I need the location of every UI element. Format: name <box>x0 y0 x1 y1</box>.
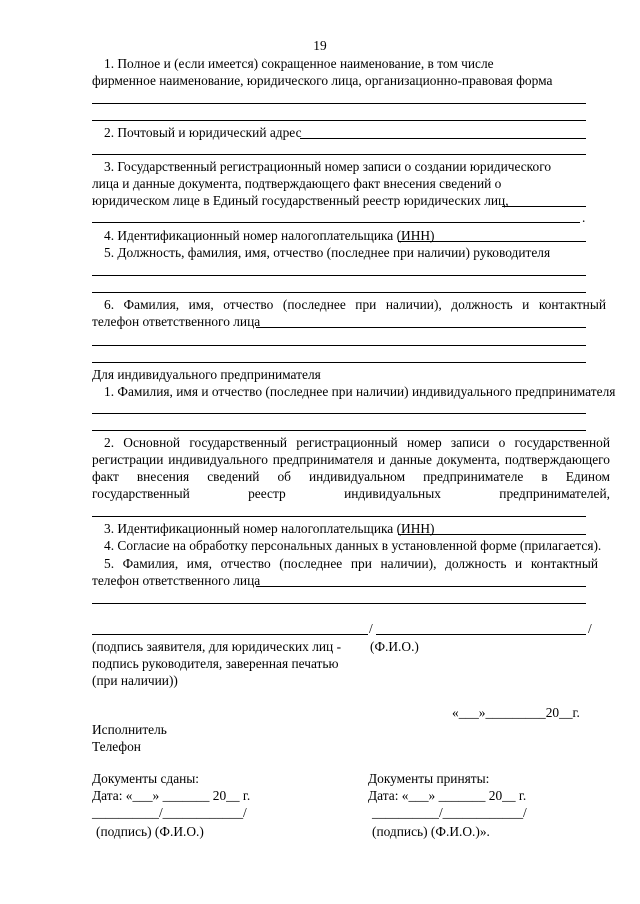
entrepreneur-item5-fill-line-1 <box>256 586 586 587</box>
legal-item3-fill-line-1 <box>502 206 586 207</box>
executor-phone-label: Телефон <box>92 739 141 754</box>
submitted-caption: (подпись) (Ф.И.О.) <box>96 824 204 839</box>
applicant-caption-line1: (подпись заявителя, для юридических лиц - <box>92 639 342 654</box>
legal-item3-line3: юридическом лице в Единый государственный реестр юридических лиц, <box>92 193 509 208</box>
accepted-sign-line: __________/____________/ <box>372 805 527 820</box>
entrepreneur-item5-line1: 5. Фамилия, имя, отчество (последнее при наличии), должность и контактный <box>104 556 598 571</box>
accepted-title: Документы приняты: <box>368 771 490 786</box>
legal-item5-fill-line-2 <box>92 292 586 293</box>
accepted-date: Дата: «___» _______ 20__ г. <box>368 788 527 803</box>
entrepreneur-item3-fill-line <box>398 534 586 535</box>
entrepreneur-item5-line2: телефон ответственного лица <box>92 573 261 588</box>
legal-item3-line1: 3. Государственный регистрационный номер записи о создании юридического <box>104 159 552 174</box>
legal-item3-line2: лица и данные документа, подтверждающего факт внесения сведений о <box>92 176 502 191</box>
legal-item1-fill-line-2 <box>92 120 586 121</box>
legal-item1-line2: фирменное наименование, юридического лица, организационно-правовая форма <box>92 73 553 88</box>
entrepreneur-item2-fill-line <box>92 516 586 517</box>
entrepreneur-item3-label: 3. Идентификационный номер налогоплательщика (ИНН) <box>104 521 435 536</box>
executor-label: Исполнитель <box>92 722 167 737</box>
applicant-signature-line <box>92 634 368 635</box>
legal-item6-fill-line-3 <box>92 362 586 363</box>
legal-item5-label: 5. Должность, фамилия, имя, отчество (последнее при наличии) руководителя <box>104 245 551 260</box>
legal-item4-fill-line <box>398 241 586 242</box>
entrepreneur-heading: Для индивидуального предпринимателя <box>92 367 321 382</box>
entrepreneur-item1-label: 1. Фамилия, имя и отчество (последнее при наличии) индивидуального предпринимателя <box>104 384 616 399</box>
legal-item6-fill-line-2 <box>92 345 586 346</box>
legal-item1-fill-line-1 <box>92 103 586 104</box>
legal-item2-label: 2. Почтовый и юридический адрес <box>104 125 302 140</box>
entrepreneur-item1-fill-line-2 <box>92 430 586 431</box>
entrepreneur-item2-line2: регистрации индивидуального предпринимателя и данные документа, подтверждающего <box>92 452 610 467</box>
accepted-caption: (подпись) (Ф.И.О.)». <box>372 824 490 839</box>
legal-item1-line1: 1. Полное и (если имеется) сокращенное наименование, в том числе <box>104 56 494 71</box>
legal-item3-fill-line-2 <box>92 222 580 223</box>
fio-caption: (Ф.И.О.) <box>370 639 419 654</box>
fio-signature-line <box>376 634 586 635</box>
date-line: «___»_________20__г. <box>452 705 580 720</box>
legal-item5-fill-line-1 <box>92 275 586 276</box>
submitted-date: Дата: «___» _______ 20__ г. <box>92 788 251 803</box>
signature-end-slash: / <box>588 621 592 636</box>
legal-item6-line1: 6. Фамилия, имя, отчество (последнее при наличии), должность и контактный <box>104 297 606 312</box>
submitted-title: Документы сданы: <box>92 771 200 786</box>
legal-item4-label: 4. Идентификационный номер налогоплательщика (ИНН) <box>104 228 435 243</box>
applicant-caption-line3: (при наличии)) <box>92 673 178 688</box>
legal-item3-period: . <box>582 210 586 225</box>
applicant-caption-line2: подпись руководителя, заверенная печатью <box>92 656 339 671</box>
entrepreneur-item2-line1: 2. Основной государственный регистрационный номер записи о государственной <box>104 435 610 450</box>
entrepreneur-item1-fill-line-1 <box>92 413 586 414</box>
legal-item2-fill-line-2 <box>92 154 586 155</box>
entrepreneur-item4-label: 4. Согласие на обработку персональных данных в установленной форме (прилагается). <box>104 538 602 553</box>
legal-item6-line2: телефон ответственного лица <box>92 314 261 329</box>
page-number: 19 <box>313 38 327 53</box>
entrepreneur-item2-line3: факт внесения сведений об индивидуальном предпринимателе в Едином <box>92 469 610 484</box>
entrepreneur-item5-fill-line-2 <box>92 603 586 604</box>
legal-item2-fill-line <box>300 138 586 139</box>
legal-item6-fill-line-1 <box>256 327 586 328</box>
submitted-sign-line: __________/____________/ <box>92 805 247 820</box>
entrepreneur-item2-line4: государственный реестр индивидуальных предпринимателей, <box>92 486 610 501</box>
signature-separator-slash: / <box>369 621 373 636</box>
